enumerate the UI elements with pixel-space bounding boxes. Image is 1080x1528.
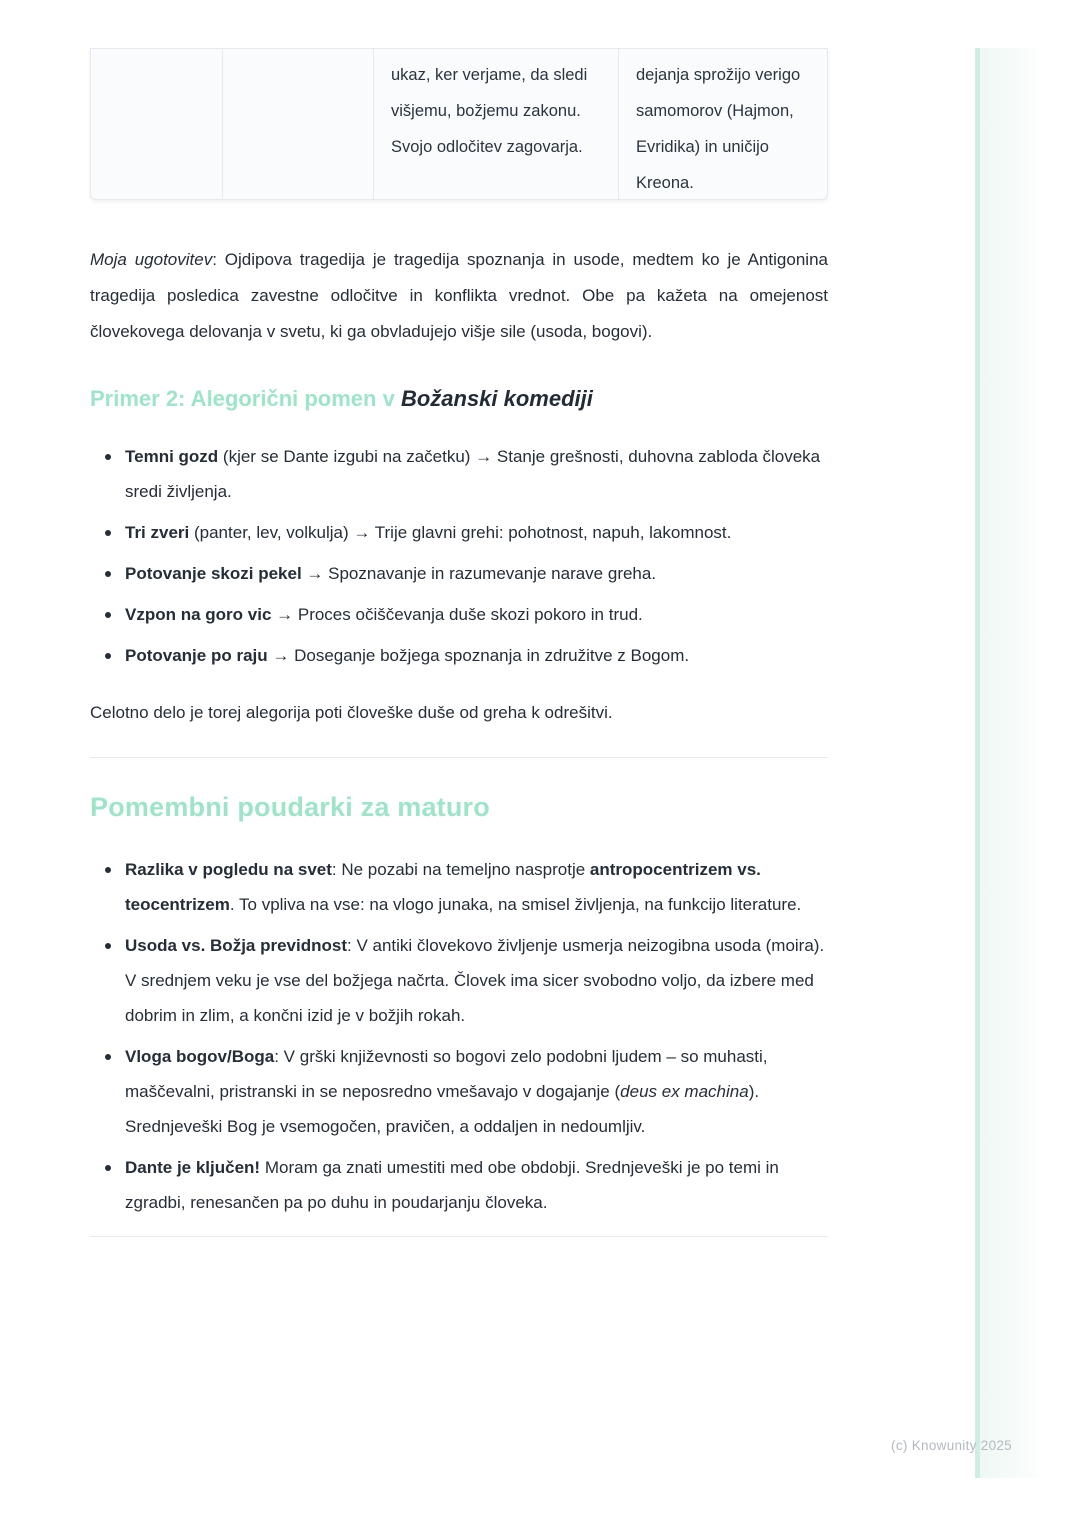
section-divider bbox=[90, 757, 828, 758]
text-run: Dante je ključen! bbox=[125, 1158, 261, 1177]
list-item-text bbox=[125, 852, 828, 922]
primer2-heading bbox=[90, 384, 828, 414]
margin-highlight-strip bbox=[975, 48, 1041, 1478]
table-cell: ukaz, ker verjame, da sledi višjemu, božjemu zakonu. Svojo odločitev zagovarja. bbox=[374, 49, 619, 199]
bullet-icon bbox=[105, 454, 111, 460]
text-run: Potovanje skozi pekel bbox=[125, 564, 302, 583]
text-run: Razlika v pogledu na svet bbox=[125, 860, 332, 879]
text-run: → Spoznavanje in razumevanje narave greha. bbox=[301, 564, 657, 583]
text-run: antropocentrizem vs. teocentrizem bbox=[125, 860, 761, 914]
allegory-list bbox=[90, 439, 828, 673]
text-run: deus ex machina bbox=[620, 1082, 749, 1101]
page-content bbox=[90, 48, 828, 1237]
text-run: → Proces očiščevanja duše skozi pokoro in trud. bbox=[271, 605, 643, 624]
list-item-text bbox=[125, 515, 731, 550]
list-item bbox=[90, 597, 828, 632]
text-run: (kjer se Dante izgubi na začetku) → Stanje grešnosti, duhovna zabloda človeka sredi življenja. bbox=[125, 447, 821, 501]
list-item bbox=[90, 439, 828, 509]
copyright-footer: (c) Knowunity 2025 bbox=[891, 1438, 1012, 1453]
section-divider bbox=[90, 1236, 828, 1237]
conclusion-paragraph bbox=[90, 242, 828, 350]
list-item bbox=[90, 515, 828, 550]
text-run: Primer 2: Alegorični pomen v bbox=[90, 386, 401, 411]
text-run: Vzpon na goro vic bbox=[125, 605, 272, 624]
continuation-table bbox=[90, 48, 828, 200]
bullet-icon bbox=[105, 571, 111, 577]
list-item-text bbox=[125, 556, 656, 591]
list-item bbox=[90, 1150, 828, 1220]
bullet-icon bbox=[105, 612, 111, 618]
text-run: Temni gozd bbox=[125, 447, 219, 466]
list-item-text bbox=[125, 439, 828, 509]
text-run: Potovanje po raju bbox=[125, 646, 268, 665]
bullet-icon bbox=[105, 943, 111, 949]
text-run: : V grški književnosti so bogovi zelo podobni ljudem – so muhasti, maščevalni, pristranski in se neposredno vmešavajo v dogajanje ( bbox=[125, 1047, 768, 1101]
text-run: : Ne pozabi na temeljno nasprotje bbox=[331, 860, 590, 879]
text-run: : Ojdipova tragedija je tragedija spoznanja in usode, medtem ko je Antigonina tragedija posledica zavestne odločitve in konflikta vrednot. Obe pa kažeta na omejenost človekovega delovanja v svetu, ki ga obvladujejo višje sile (usoda, bogovi). bbox=[90, 250, 828, 341]
text-run: Vloga bogov/Boga bbox=[125, 1047, 275, 1066]
text-run: : V antiki človekovo življenje usmerja neizogibna usoda (moira). V srednjem veku je vse del božjega načrta. Človek ima sicer svobodno voljo, da izbere med dobrim in zlim, a končni izid je v božjih rokah. bbox=[125, 936, 825, 1025]
text-run: Tri zveri bbox=[125, 523, 190, 542]
text-run: (panter, lev, volkulja) → Trije glavni grehi: pohotnost, napuh, lakomnost. bbox=[189, 523, 732, 542]
matura-list bbox=[90, 852, 828, 1220]
list-item-text bbox=[125, 597, 643, 632]
text-run: . To vpliva na vse: na vlogo junaka, na smisel življenja, na funkcijo literature. bbox=[229, 895, 802, 914]
list-item bbox=[90, 1039, 828, 1144]
text-run: Usoda vs. Božja previdnost bbox=[125, 936, 347, 955]
list-item-text bbox=[125, 928, 828, 1033]
table-cell bbox=[91, 49, 223, 199]
text-run: Moram ga znati umestiti med obe obdobji. Srednjeveški je po temi in zgradbi, renesančen pa po duhu in poudarjanju človeka. bbox=[125, 1158, 779, 1212]
list-item-text bbox=[125, 1150, 828, 1220]
summary-paragraph: Celotno delo je torej alegorija poti človeške duše od greha k odrešitvi. bbox=[90, 703, 613, 722]
list-item-text bbox=[125, 1039, 828, 1144]
list-item bbox=[90, 928, 828, 1033]
table-cell: dejanja sprožijo verigo samomorov (Hajmon, Evridika) in uničijo Kreona. bbox=[636, 66, 801, 192]
text-run: ). Srednjeveški Bog je vsemogočen, pravičen, a oddaljen in nedoumljiv. bbox=[125, 1082, 760, 1136]
bullet-icon bbox=[105, 1165, 111, 1171]
text-run: → Doseganje božjega spoznanja in združitve z Bogom. bbox=[267, 646, 690, 665]
text-run: Božanski komediji bbox=[400, 386, 593, 411]
list-item bbox=[90, 638, 828, 673]
list-item-text bbox=[125, 638, 689, 673]
matura-heading: Pomembni poudarki za maturo bbox=[90, 792, 490, 822]
bullet-icon bbox=[105, 530, 111, 536]
list-item bbox=[90, 852, 828, 922]
bullet-icon bbox=[105, 1054, 111, 1060]
bullet-icon bbox=[105, 653, 111, 659]
bullet-icon bbox=[105, 867, 111, 873]
table-cell bbox=[223, 49, 374, 199]
list-item bbox=[90, 556, 828, 591]
text-run: Moja ugotovitev bbox=[90, 250, 213, 269]
